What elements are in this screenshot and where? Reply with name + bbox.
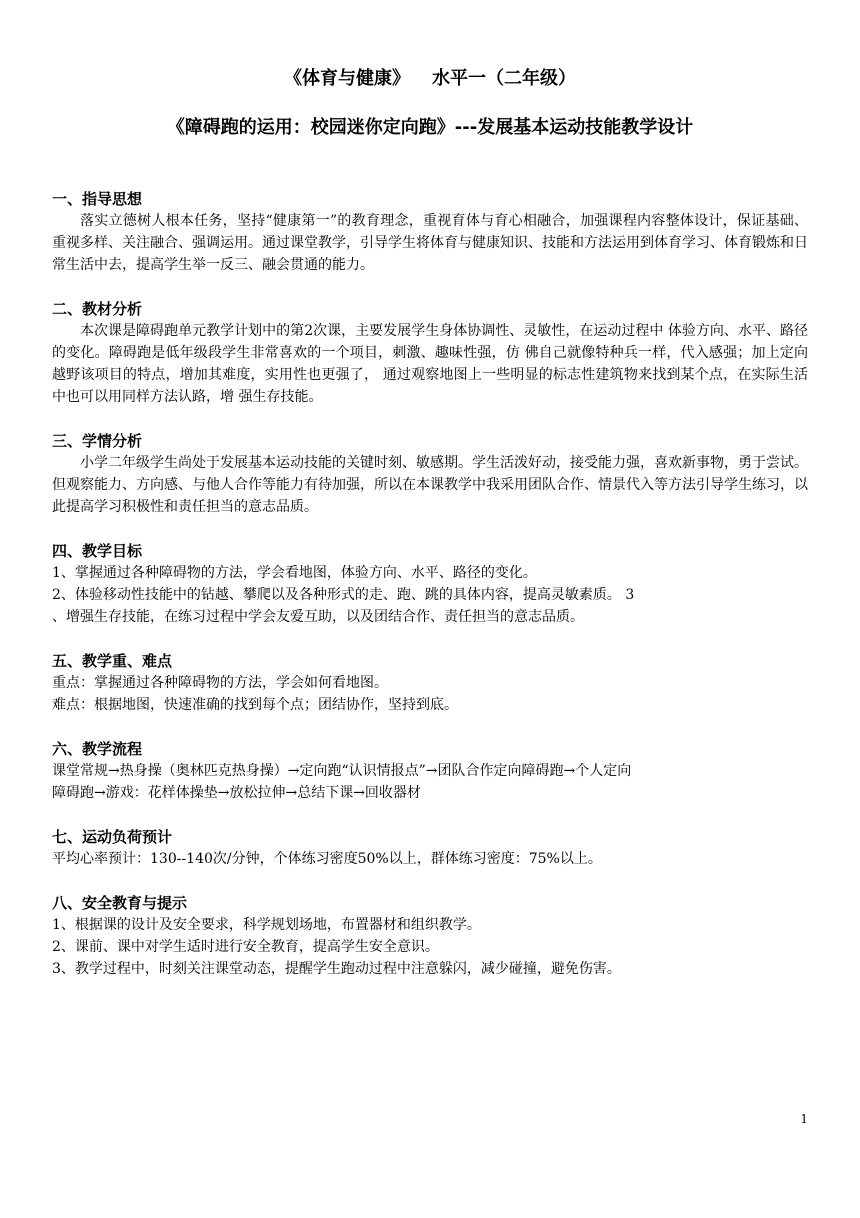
safety-line: 3、教学过程中，时刻关注课堂动态，提醒学生跑动过程中注意躲闪，减少碰撞，避免伤害。 (52, 961, 621, 977)
goal-line: 1、掌握通过各种障碍物的方法，学会看地图，体验方向、水平、路径的变化。 (52, 565, 537, 581)
key-point-line: 重点：掌握通过各种障碍物的方法，学会如何看地图。 (52, 675, 388, 691)
section-paragraph: 落实立德树人根本任务，坚持“健康第一”的教育理念，重视育体与育心相融合，加强课程内容整体设计，保证基础、重视多样、关注融合、强调运用。通过课堂教学，引导学生将体育与健康知识、技能和方法运用到体育学习、体育锻炼和日常生活中去，提高学生举一反三、融会贯通的能力。 (52, 213, 808, 273)
section-paragraph: 本次课是障碍跑单元教学计划中的第2次课，主要发展学生身体协调性、灵敏性，在运动过程中 体验方向、水平、路径的变化。障碍跑是低年级段学生非常喜欢的一个项目，刺激、趣味性强，仿 佛自己就像特种兵一样，代入感强；加上定向越野该项目的特点，增加其难度，实用性也更强了， 通过观察地图上一些明显的标志性建筑物来找到某个点，在实际生活中也可以用同样方法认路，增 强生存技能。 (52, 323, 808, 405)
section-student-analysis (52, 430, 808, 518)
section-teaching-goals (52, 540, 808, 628)
section-heading: 二、教材分析 (52, 300, 143, 318)
document-title (0, 64, 860, 90)
section-heading: 四、教学目标 (52, 542, 143, 560)
safety-line: 2、课前、课中对学生适时进行安全教育，提高学生安全意识。 (52, 939, 439, 955)
section-heading: 五、教学重、难点 (52, 652, 173, 670)
section-safety (52, 892, 808, 980)
title-course: 《体育与健康》 (284, 68, 410, 89)
section-exercise-load (52, 826, 808, 870)
page-number: 1 (800, 1112, 808, 1126)
document-subtitle: 《障碍跑的运用：校园迷你定向跑》---发展基本运动技能教学设计 (166, 117, 694, 138)
load-line: 平均心率预计：130--140次/分钟，个体练习密度50%以上，群体练习密度：75%以上。 (52, 851, 602, 867)
difficulty-line: 难点：根据地图，快速准确的找到每个点；团结协作，坚持到底。 (52, 697, 458, 713)
process-line: 课堂常规→热身操（奥林匹克热身操）→定向跑“认识情报点”→团队合作定向障碍跑→个人定向 (52, 763, 632, 779)
section-heading: 八、安全教育与提示 (52, 894, 188, 912)
section-heading: 七、运动负荷预计 (52, 828, 173, 846)
document-body (52, 188, 808, 1002)
process-line: 障碍跑→游戏：花样体操垫→放松拉伸→总结下课→回收器材 (52, 785, 421, 801)
section-material-analysis (52, 298, 808, 408)
section-paragraph: 小学二年级学生尚处于发展基本运动技能的关键时刻、敏感期。学生活泼好动，接受能力强，喜欢新事物，勇于尝试。但观察能力、方向感、与他人合作等能力有待加强，所以在本课教学中我采用团队合作、情景代入等方法引导学生练习，以此提高学习积极性和责任担当的意志品质。 (52, 455, 808, 515)
section-heading: 六、教学流程 (52, 740, 143, 758)
goal-line: 、增强生存技能，在练习过程中学会友爱互助，以及团结合作、责任担当的意志品质。 (52, 609, 584, 625)
title-level: 水平一（二年级） (432, 68, 576, 89)
goal-line: 2、体验移动性技能中的钻越、攀爬以及各种形式的走、跑、跳的具体内容，提高灵敏素质。 3 (52, 587, 635, 603)
section-key-points (52, 650, 808, 716)
section-heading: 一、指导思想 (52, 190, 143, 208)
safety-line: 1、根据课的设计及安全要求，科学规划场地，布置器材和组织教学。 (52, 917, 481, 933)
section-teaching-process (52, 738, 808, 804)
section-guiding-ideology (52, 188, 808, 276)
section-heading: 三、学情分析 (52, 432, 143, 450)
